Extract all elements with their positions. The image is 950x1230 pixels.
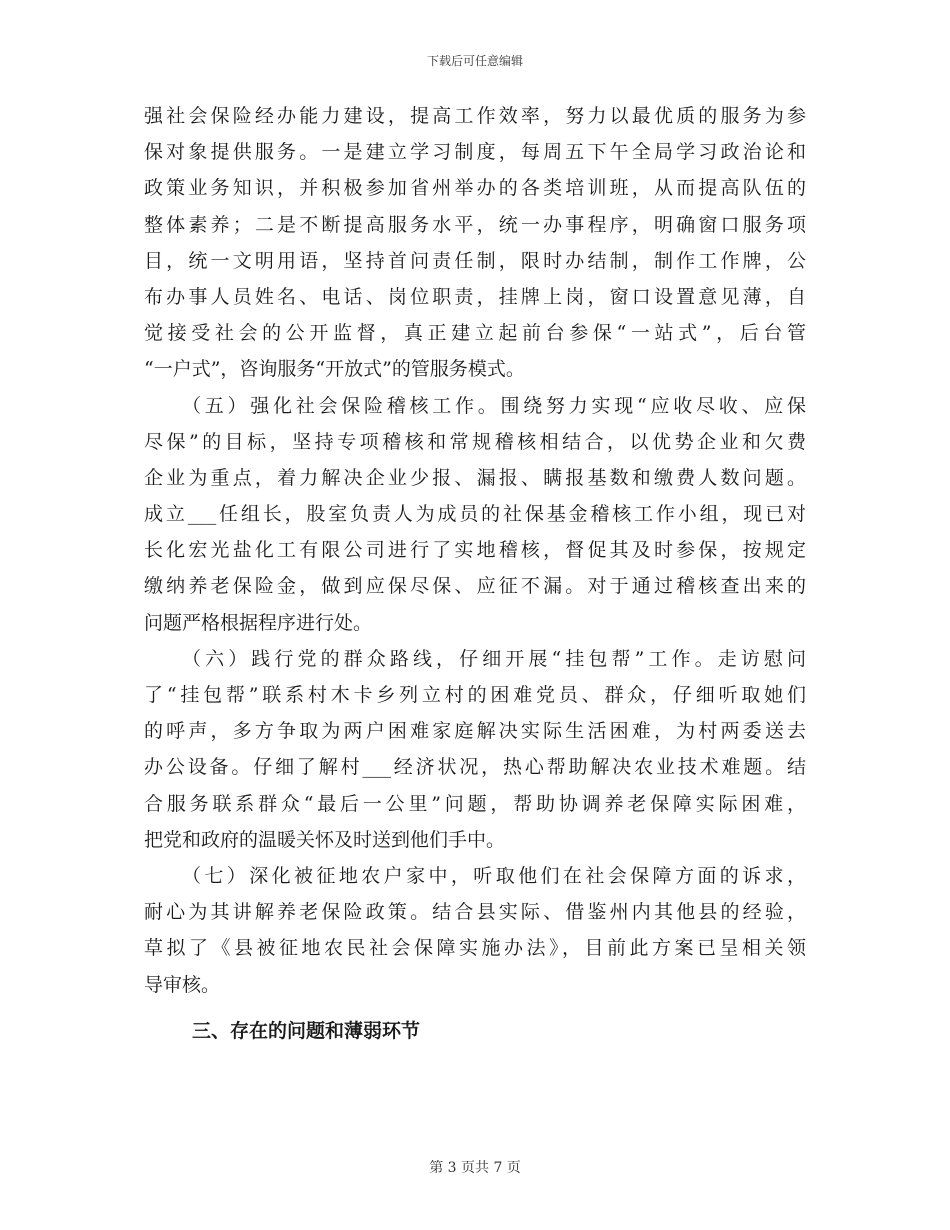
document-body — [144, 98, 806, 1051]
text-line: 长化宏光盐化工有限公司进行了实地稽核，督促其及时参保，按规定 — [144, 539, 806, 562]
text-line: 目，统一文明用语，坚持首问责任制，限时办结制，制作工作牌，公 — [144, 249, 806, 272]
text-line: 问题严格根据程序进行处。 — [144, 611, 373, 634]
text-line: （五）强化社会保险稽核工作。围绕努力实现“应收尽收、应保 — [182, 394, 806, 417]
text-line: 布办事人员姓名、电话、岗位职责，挂牌上岗，窗口设置意见薄，自 — [144, 285, 806, 308]
text-line: “一户式”，咨询服务“开放式”的管服务模式。 — [144, 358, 525, 381]
text-line: 草拟了《县被征地农民社会保障实施办法》，目前此方案已呈相关领 — [144, 937, 806, 960]
text-line: 办公设备。仔细了解村___经济状况，热心帮助解决农业技术难题。结 — [144, 756, 806, 779]
text-line: 的呼声，多方争取为两户困难家庭解决实际生活困难，为村两委送去 — [144, 720, 806, 743]
text-line: 成立___任组长，股室负责人为成员的社保基金稽核工作小组，现已对 — [144, 503, 806, 526]
page-footer: 第 3 页共 7 页 — [429, 1160, 521, 1176]
text-line: 合服务联系群众“最后一公里”问题，帮助协调养老保障实际困难， — [144, 792, 806, 815]
text-line: 缴纳养老保险金，做到应保尽保、应征不漏。对于通过稽核查出来的 — [144, 575, 806, 598]
text-line: 强社会保险经办能力建设，提高工作效率，努力以最优质的服务为参 — [144, 105, 806, 127]
text-line: 把党和政府的温暖关怀及时送到他们手中。 — [144, 828, 506, 851]
text-line: 整体素养；二是不断提高服务水平，统一办事程序，明确窗口服务项 — [144, 213, 806, 236]
text-line: 耐心为其讲解养老保险政策。结合县实际、借鉴州内其他县的经验， — [144, 901, 806, 924]
header-note: 下载后可任意编辑 — [426, 54, 523, 68]
section-heading: 三、存在的问题和薄弱环节 — [192, 1019, 421, 1042]
text-line: 保对象提供服务。一是建立学习制度，每周五下午全局学习政治论和 — [144, 141, 806, 164]
text-line: 导审核。 — [144, 973, 221, 996]
text-line: （六）践行党的群众路线，仔细开展“挂包帮”工作。走访慰问 — [182, 647, 806, 670]
text-line: 了“挂包帮”联系村木卡乡列立村的困难党员、群众，仔细听取她们 — [144, 684, 806, 706]
text-line: 觉接受社会的公开监督，真正建立起前台参保“一站式”，后台管 — [144, 322, 806, 345]
text-line: 尽保”的目标，坚持专项稽核和常规稽核相结合，以优势企业和欠费 — [144, 430, 806, 453]
text-line: 企业为重点，着力解决企业少报、漏报、瞒报基数和缴费人数问题。 — [144, 466, 806, 489]
text-line: （七）深化被征地农户家中，听取他们在社会保障方面的诉求， — [182, 864, 806, 887]
paragraph-lines — [144, 98, 806, 1003]
text-line: 政策业务知识，并积极参加省州举办的各类培训班，从而提高队伍的 — [144, 177, 806, 200]
